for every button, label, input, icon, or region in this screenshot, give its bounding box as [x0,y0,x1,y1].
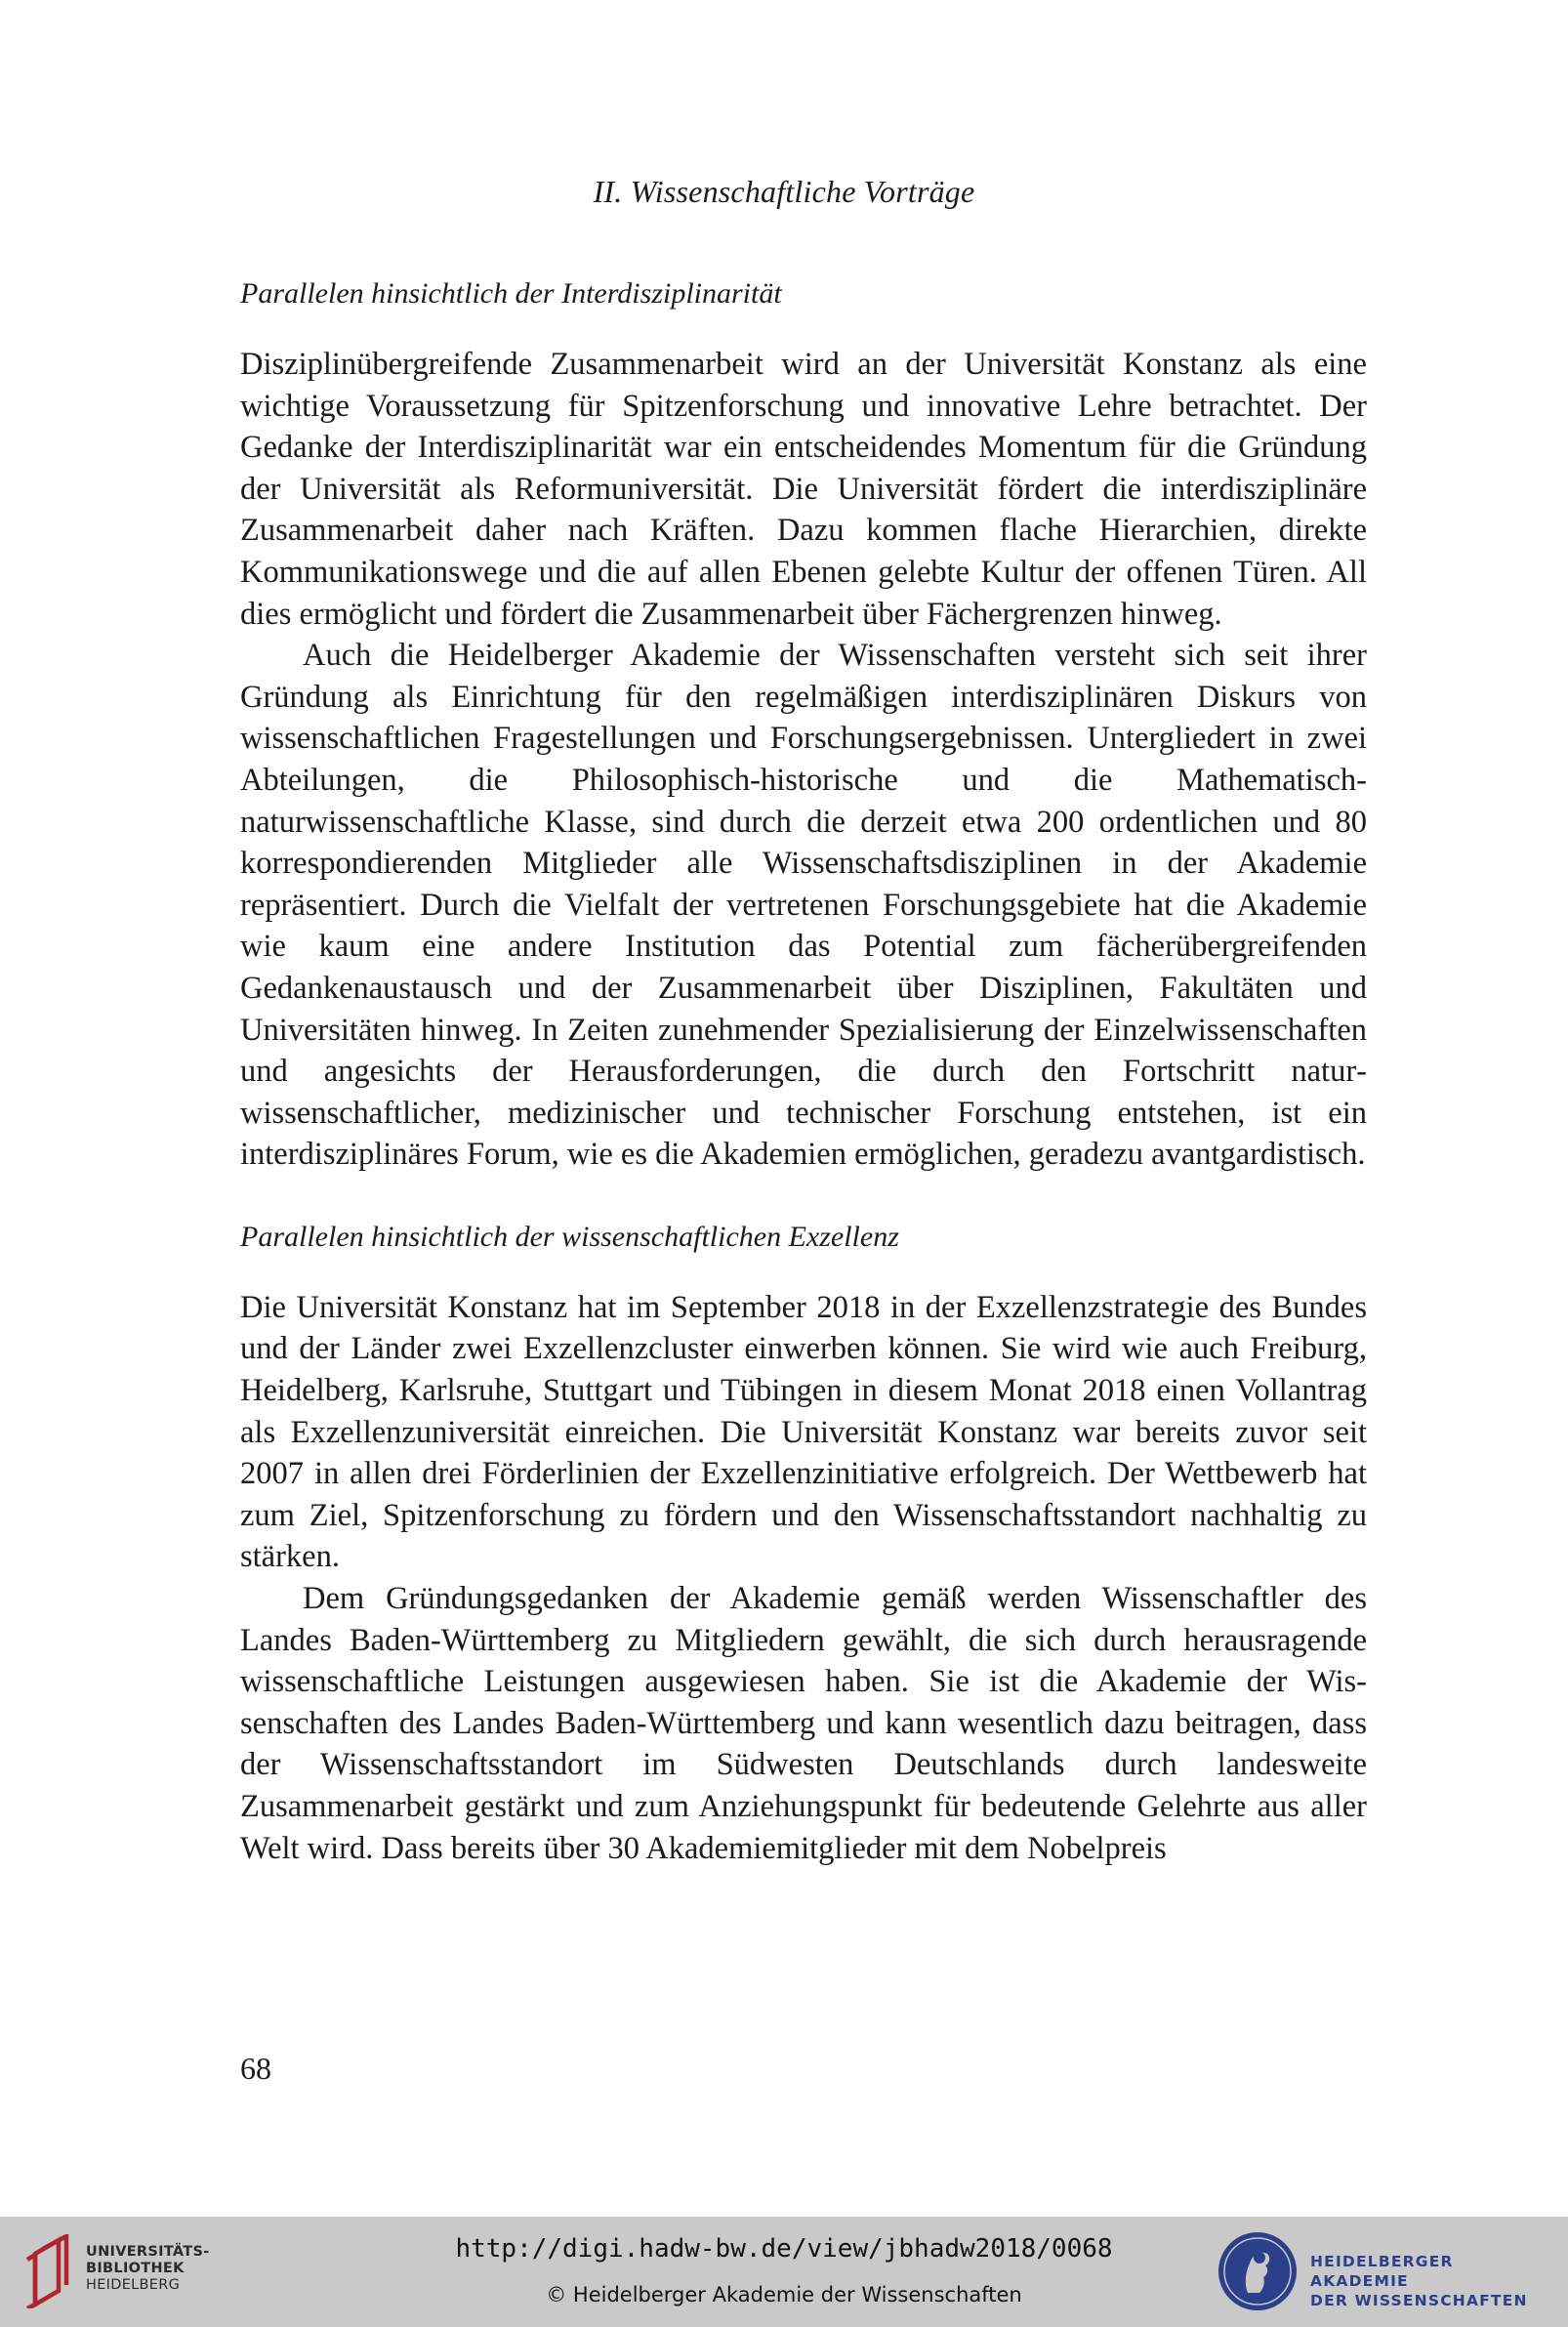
ub-logo-line: HEIDELBERG [86,2277,181,2293]
paragraph: Auch die Heidelberger Akademie der Wissenschaften versteht sich seit ihrer Gründung als Einrichtung für den regelmäßigen interdisziplinären Diskurs von wissenschaftlichen Fragestellungen und Forschungsergebnissen. Untergliedert in zwei Abteilungen, die Philosophisch-historische und die Mathematisch-naturwissenschaftliche Klasse, sind durch die derzeit etwa 200 ordentlichen und 80 korrespondierenden Mitglieder alle Wissenschaftsdisziplinen in der Akademie repräsentiert. Durch die Vielfalt der vertretenen Forschungsgebiete hat die Akademie wie kaum eine andere Institution das Potential zum fächerübergreifenden Gedankenaustausch und der Zusammenarbeit über Disziplinen, Fakultäten und Universitäten hinweg. In Zeiten zunehmender Spezialisierung der Einzelwissenschaften und angesichts der Herausforderungen, die durch den Fortschritt naturwissenschaftlicher, medizinischer und technischer Forschung entstehen, ist ein interdisziplinäres Forum, wie es die Akademien ermöglichen, geradezu avantgardistisch. [240,638,1367,1173]
body-text [240,273,1367,1869]
footer-url-link[interactable]: http://digi.hadw-bw.de/view/jbhadw2018/0068 [455,2234,1113,2264]
paragraph: Dem Gründungsgedanken der Akademie gemäß werden Wissenschaftler des Landes Baden-Württemberg zu Mitgliedern gewählt, die sich durch herausragende wissenschaftliche Leistungen ausgewiesen haben. Sie ist die Akademie der Wissenschaften des Landes Baden-Württemberg und kann wesentlich dazu beitragen, dass der Wissenschaftsstandort im Südwesten Deutschlands durch landesweite Zusammenarbeit gestärkt und zum Anziehungspunkt für bedeutende Gelehrte aus aller Welt wird. Dass bereits über 30 Akademiemitglieder mit dem Nobelpreis [240,1581,1367,1866]
paragraph: Disziplinübergreifende Zusammenarbeit wird an der Universität Konstanz als eine wichtige Voraussetzung für Spitzenforschung und innovative Lehre betrachtet. Der Gedanke der Interdisziplinarität war ein entscheidendes Momentum für die Gründung der Universität als Reformuniversität. Die Universität fördert die interdisziplinäre Zusammenarbeit daher nach Kräften. Dazu kommen flache Hierarchien, direkte Kommunikationswege und die auf allen Ebenen gelebte Kultur der offenen Türen. All dies ermöglicht und fördert die Zusammenarbeit über Fächergrenzen hinweg. [240,347,1367,632]
hadw-logo[interactable] [1209,2226,1550,2316]
footer-bar [0,2217,1568,2327]
ub-logo-line: UNIVERSITÄTS- [86,2244,210,2260]
hadw-seal-icon [1215,2228,1300,2314]
section-heading-excellence: Parallelen hinsichtlich der wissenschaftlichen Exzellenz [240,1220,899,1253]
page-number: 68 [240,2051,271,2086]
hadw-logo-line: HEIDELBERGER AKADEMIE [1310,2253,1454,2290]
paragraph: Die Universität Konstanz hat im September 2018 in der Exzellenzstrategie des Bundes und der Länder zwei Exzellenzcluster einwerben können. Sie wird wie auch Freiburg, Heidelberg, Karlsruhe, Stuttgart und Tübingen in diesem Monat 2018 einen Vollantrag als Exzellenzuniversität einreichen. Die Universität Konstanz war bereits zuvor seit 2007 in allen drei Förderlinien der Exzellenzinitiative erfolgreich. Der Wettbewerb hat zum Ziel, Spitzenforschung zu fördern und den Wissenschaftsstandort nachhaltig zu stärken. [240,1289,1367,1575]
hadw-logo-line: DER WISSENSCHAFTEN [1310,2292,1528,2309]
section-heading-interdisciplinarity: Parallelen hinsichtlich der Interdisziplinarität [240,277,782,310]
running-head: II. Wissenschaftliche Vorträge [593,174,975,209]
footer-copyright: © Heidelberger Akademie der Wissenschaften [546,2283,1022,2306]
ub-logo-line: BIBLIOTHEK [86,2261,185,2276]
hadw-logo-text [1310,2252,1550,2310]
